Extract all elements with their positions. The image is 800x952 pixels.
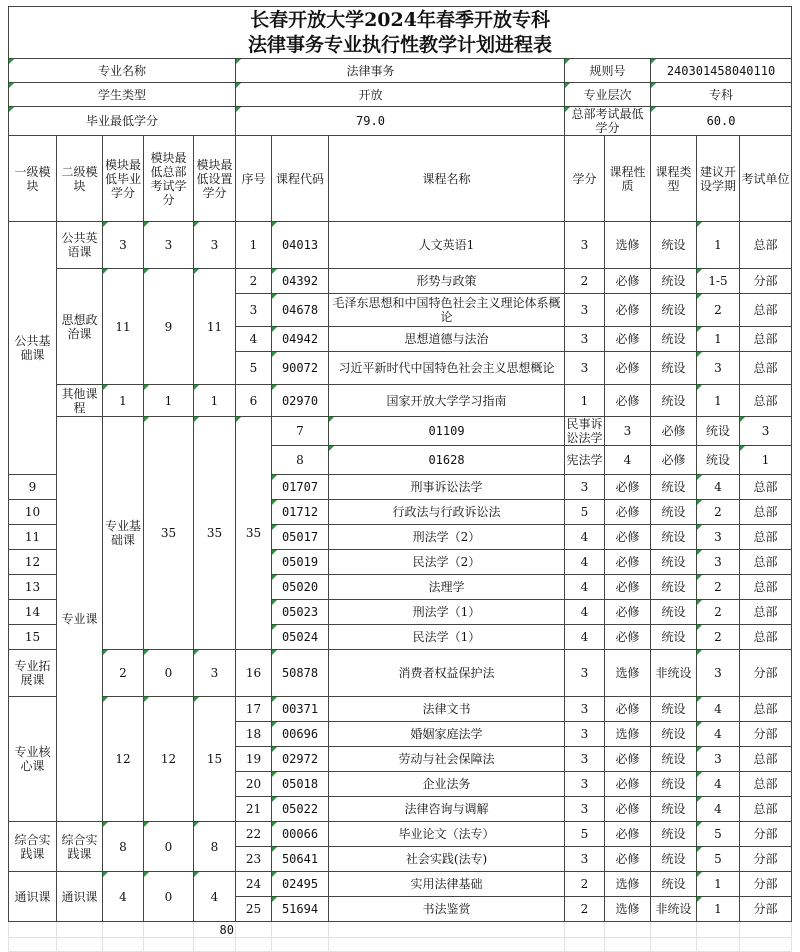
course-credit: 4 — [565, 575, 605, 600]
course-term: 3 — [697, 352, 740, 385]
title-line1: 长春开放大学2024年春季开放专科 — [9, 7, 792, 33]
course-unit: 分部 — [740, 722, 792, 747]
course-nature: 必修 — [605, 500, 651, 525]
course-term: 2 — [697, 600, 740, 625]
student-type-value: 开放 — [236, 83, 565, 107]
course-type: 统设 — [651, 772, 697, 797]
module-name: 通识课 — [57, 872, 103, 922]
course-credit: 3 — [565, 797, 605, 822]
course-term: 3 — [697, 550, 740, 575]
course-seq: 3 — [236, 294, 272, 327]
course-name: 法理学 — [329, 575, 565, 600]
course-name: 消费者权益保护法 — [329, 650, 565, 697]
course-term: 1 — [697, 222, 740, 269]
course-seq: 21 — [236, 797, 272, 822]
course-seq: 6 — [236, 385, 272, 417]
course-nature: 必修 — [605, 797, 651, 822]
course-name: 社会实践(法专) — [329, 847, 565, 872]
course-type: 统设 — [651, 625, 697, 650]
course-nature: 选修 — [605, 222, 651, 269]
header-seq: 序号 — [236, 136, 272, 222]
course-unit: 总部 — [740, 772, 792, 797]
course-name: 法律咨询与调解 — [329, 797, 565, 822]
course-code: 01712 — [272, 500, 329, 525]
module-grad: 1 — [103, 385, 144, 417]
header-code: 课程代码 — [272, 136, 329, 222]
module-set: 8 — [194, 822, 236, 872]
course-nature: 必修 — [605, 525, 651, 550]
module-name: 专业核心课 — [9, 697, 57, 822]
course-seq: 18 — [236, 722, 272, 747]
course-term: 3 — [697, 525, 740, 550]
course-term: 4 — [697, 722, 740, 747]
course-seq: 24 — [236, 872, 272, 897]
module-grad: 8 — [103, 822, 144, 872]
course-name: 形势与政策 — [329, 269, 565, 294]
course-name: 刑事诉讼法学 — [329, 475, 565, 500]
course-name: 刑法学（2） — [329, 525, 565, 550]
course-term: 1 — [697, 897, 740, 922]
course-nature: 选修 — [605, 872, 651, 897]
module-hq: 1 — [144, 385, 194, 417]
course-unit: 总部 — [740, 352, 792, 385]
course-unit: 分部 — [740, 872, 792, 897]
course-unit: 总部 — [740, 525, 792, 550]
course-seq: 4 — [236, 327, 272, 352]
header-level2: 二级模块 — [57, 136, 103, 222]
course-nature: 必修 — [605, 550, 651, 575]
teaching-plan-sheet — [8, 6, 791, 952]
module-hq: 0 — [144, 650, 194, 697]
table-row — [9, 385, 792, 417]
course-nature: 必修 — [605, 327, 651, 352]
module-hq: 3 — [144, 222, 194, 269]
table-row — [9, 417, 792, 446]
module-set: 35 — [236, 417, 272, 650]
course-code: 04678 — [272, 294, 329, 327]
level1-practice: 综合实践课 — [9, 822, 57, 872]
rule-value: 240301458040110 — [651, 59, 792, 83]
course-seq: 14 — [9, 600, 57, 625]
header-min-grad: 模块最低毕业学分 — [103, 136, 144, 222]
hq-exam-value: 60.0 — [651, 107, 792, 136]
course-name: 习近平新时代中国特色社会主义思想概论 — [329, 352, 565, 385]
course-seq: 16 — [236, 650, 272, 697]
course-seq: 25 — [236, 897, 272, 922]
course-name: 刑法学（1） — [329, 600, 565, 625]
course-unit: 总部 — [740, 294, 792, 327]
student-type-label: 学生类型 — [9, 83, 236, 107]
module-name: 公共英语课 — [57, 222, 103, 269]
module-name: 专业基础课 — [103, 417, 144, 650]
course-seq: 15 — [9, 625, 57, 650]
course-term: 4 — [697, 772, 740, 797]
course-type: 统设 — [651, 269, 697, 294]
header-min-hq: 模块最低总部考试学分 — [144, 136, 194, 222]
course-seq: 2 — [236, 269, 272, 294]
course-name: 宪法学 — [565, 446, 605, 475]
course-unit: 总部 — [740, 697, 792, 722]
course-credit: 3 — [565, 222, 605, 269]
course-type: 统设 — [651, 600, 697, 625]
hq-exam-label: 总部考试最低学分 — [565, 107, 651, 136]
module-name: 思想政治课 — [57, 269, 103, 385]
course-term: 1-5 — [697, 269, 740, 294]
course-code: 01707 — [272, 475, 329, 500]
module-hq: 35 — [194, 417, 236, 650]
course-name: 行政法与行政诉讼法 — [329, 500, 565, 525]
course-name: 劳动与社会保障法 — [329, 747, 565, 772]
module-set: 4 — [194, 872, 236, 922]
course-name: 思想道德与法治 — [329, 327, 565, 352]
course-code: 50641 — [272, 847, 329, 872]
course-nature: 必修 — [605, 697, 651, 722]
course-name: 书法鉴赏 — [329, 897, 565, 922]
course-nature: 必修 — [605, 352, 651, 385]
course-term: 3 — [740, 417, 792, 446]
course-credit: 3 — [565, 697, 605, 722]
course-code: 04392 — [272, 269, 329, 294]
course-unit: 总部 — [740, 327, 792, 352]
course-seq: 9 — [9, 475, 57, 500]
course-seq: 22 — [236, 822, 272, 847]
course-code: 02970 — [272, 385, 329, 417]
course-unit: 总部 — [740, 500, 792, 525]
plan-table — [8, 6, 792, 952]
course-nature: 必修 — [605, 475, 651, 500]
course-unit: 总部 — [740, 797, 792, 822]
course-term: 2 — [697, 500, 740, 525]
course-unit: 分部 — [740, 897, 792, 922]
course-name: 毕业论文（法专） — [329, 822, 565, 847]
course-type: 统设 — [651, 747, 697, 772]
header-level1: 一级模块 — [9, 136, 57, 222]
total-set-credits: 80 — [194, 922, 236, 938]
course-name: 国家开放大学学习指南 — [329, 385, 565, 417]
course-term: 1 — [740, 446, 792, 475]
course-nature: 必修 — [605, 625, 651, 650]
module-set: 11 — [194, 269, 236, 385]
course-credit: 2 — [565, 897, 605, 922]
major-label: 专业名称 — [9, 59, 236, 83]
course-credit: 2 — [565, 872, 605, 897]
course-name: 民事诉讼法学 — [566, 417, 603, 445]
module-hq: 9 — [144, 269, 194, 385]
course-credit: 3 — [565, 352, 605, 385]
module-hq: 12 — [144, 697, 194, 822]
course-credit: 4 — [605, 446, 651, 475]
table-row — [9, 222, 792, 269]
course-term: 2 — [697, 294, 740, 327]
header-type: 课程类型 — [651, 136, 697, 222]
course-code: 05018 — [272, 772, 329, 797]
header-term: 建议开设学期 — [697, 136, 740, 222]
course-seq: 17 — [236, 697, 272, 722]
level-label: 专业层次 — [565, 83, 651, 107]
module-set: 1 — [194, 385, 236, 417]
course-term: 4 — [697, 697, 740, 722]
course-credit: 1 — [565, 385, 605, 417]
course-nature: 必修 — [605, 385, 651, 417]
course-unit: 总部 — [740, 550, 792, 575]
course-unit: 分部 — [740, 269, 792, 294]
course-type: 非统设 — [651, 897, 697, 922]
course-seq: 8 — [272, 446, 329, 475]
course-type: 统设 — [651, 294, 697, 327]
course-code: 00696 — [272, 722, 329, 747]
course-code: 90072 — [272, 352, 329, 385]
module-set: 3 — [194, 222, 236, 269]
level-value: 专科 — [651, 83, 792, 107]
level1-major: 专业课 — [57, 417, 103, 822]
module-name: 专业拓展课 — [9, 650, 57, 697]
course-code: 05020 — [272, 575, 329, 600]
course-unit: 总部 — [740, 385, 792, 417]
course-unit: 分部 — [740, 822, 792, 847]
course-nature: 必修 — [605, 294, 651, 327]
header-credit: 学分 — [565, 136, 605, 222]
course-type: 统设 — [651, 222, 697, 269]
course-name: 民法学（2） — [329, 550, 565, 575]
header-unit: 考试单位 — [740, 136, 792, 222]
title-line2: 法律事务专业执行性教学计划进程表 — [9, 33, 792, 59]
course-credit: 5 — [565, 500, 605, 525]
course-type: 统设 — [651, 500, 697, 525]
course-code: 05024 — [272, 625, 329, 650]
course-code: 01109 — [329, 417, 565, 446]
course-term: 3 — [697, 650, 740, 697]
course-seq: 19 — [236, 747, 272, 772]
course-code: 51694 — [272, 897, 329, 922]
header-min-set: 模块最低设置学分 — [194, 136, 236, 222]
module-hq: 0 — [144, 822, 194, 872]
course-type: 统设 — [697, 417, 740, 446]
module-grad: 3 — [103, 222, 144, 269]
course-type: 统设 — [651, 525, 697, 550]
module-set: 15 — [194, 697, 236, 822]
course-seq: 11 — [9, 525, 57, 550]
course-nature: 选修 — [605, 897, 651, 922]
course-nature: 必修 — [605, 575, 651, 600]
course-nature: 必修 — [605, 747, 651, 772]
course-type: 统设 — [651, 797, 697, 822]
min-credit-value: 79.0 — [236, 107, 565, 136]
course-seq: 7 — [272, 417, 329, 446]
course-term: 3 — [697, 747, 740, 772]
course-nature: 必修 — [651, 417, 697, 446]
course-name: 民法学（1） — [329, 625, 565, 650]
course-credit: 4 — [565, 525, 605, 550]
course-type: 统设 — [651, 550, 697, 575]
course-code: 02972 — [272, 747, 329, 772]
header-name: 课程名称 — [329, 136, 565, 222]
course-name: 人文英语1 — [329, 222, 565, 269]
major-value: 法律事务 — [236, 59, 565, 83]
course-seq: 1 — [236, 222, 272, 269]
course-credit: 3 — [565, 772, 605, 797]
module-name: 综合实践课 — [57, 822, 103, 872]
course-unit: 分部 — [740, 847, 792, 872]
course-credit: 3 — [565, 747, 605, 772]
course-type: 统设 — [651, 352, 697, 385]
course-credit: 2 — [565, 269, 605, 294]
course-code: 05019 — [272, 550, 329, 575]
course-type: 统设 — [651, 822, 697, 847]
course-credit: 4 — [565, 550, 605, 575]
header-nature: 课程性质 — [605, 136, 651, 222]
course-unit: 总部 — [740, 475, 792, 500]
table-row — [9, 822, 792, 847]
course-credit: 3 — [565, 722, 605, 747]
course-code: 01628 — [329, 446, 565, 475]
course-code: 50878 — [272, 650, 329, 697]
course-type: 非统设 — [651, 650, 697, 697]
course-type: 统设 — [651, 697, 697, 722]
module-grad: 4 — [103, 872, 144, 922]
course-code: 00066 — [272, 822, 329, 847]
course-type: 统设 — [651, 385, 697, 417]
course-unit: 总部 — [740, 747, 792, 772]
course-seq: 23 — [236, 847, 272, 872]
module-hq: 0 — [144, 872, 194, 922]
course-type: 统设 — [651, 847, 697, 872]
course-nature: 必修 — [651, 446, 697, 475]
course-code: 02495 — [272, 872, 329, 897]
course-type: 统设 — [651, 327, 697, 352]
course-nature: 必修 — [605, 822, 651, 847]
module-name: 其他课程 — [57, 385, 103, 417]
course-seq: 13 — [9, 575, 57, 600]
module-set: 3 — [194, 650, 236, 697]
course-term: 4 — [697, 475, 740, 500]
course-seq: 10 — [9, 500, 57, 525]
module-grad: 2 — [103, 650, 144, 697]
course-nature: 必修 — [605, 269, 651, 294]
course-term: 5 — [697, 847, 740, 872]
course-seq: 5 — [236, 352, 272, 385]
course-type: 统设 — [651, 722, 697, 747]
course-credit: 3 — [605, 417, 651, 446]
course-credit: 5 — [565, 822, 605, 847]
course-unit: 总部 — [740, 222, 792, 269]
course-code: 04013 — [272, 222, 329, 269]
course-type: 统设 — [651, 475, 697, 500]
course-name: 企业法务 — [329, 772, 565, 797]
course-unit: 总部 — [740, 625, 792, 650]
table-row — [9, 872, 792, 897]
course-unit: 总部 — [740, 600, 792, 625]
course-credit: 3 — [565, 475, 605, 500]
course-nature: 选修 — [605, 722, 651, 747]
course-code: 05017 — [272, 525, 329, 550]
course-credit: 4 — [565, 600, 605, 625]
course-nature: 必修 — [605, 772, 651, 797]
course-term: 2 — [697, 575, 740, 600]
course-term: 4 — [697, 797, 740, 822]
level1-general: 通识课 — [9, 872, 57, 922]
course-credit: 3 — [565, 650, 605, 697]
module-grad: 12 — [103, 697, 144, 822]
table-row — [9, 697, 792, 722]
course-credit: 3 — [565, 294, 605, 327]
course-term: 1 — [697, 385, 740, 417]
course-term: 5 — [697, 822, 740, 847]
course-credit: 3 — [565, 327, 605, 352]
table-row — [9, 650, 792, 697]
course-name: 法律文书 — [329, 697, 565, 722]
course-term: 2 — [697, 625, 740, 650]
course-seq: 20 — [236, 772, 272, 797]
course-term: 1 — [697, 327, 740, 352]
course-unit: 总部 — [740, 575, 792, 600]
course-unit: 分部 — [740, 650, 792, 697]
course-code: 05022 — [272, 797, 329, 822]
course-name: 实用法律基础 — [329, 872, 565, 897]
course-seq: 12 — [9, 550, 57, 575]
course-credit: 3 — [565, 847, 605, 872]
module-grad: 35 — [144, 417, 194, 650]
course-nature: 选修 — [605, 650, 651, 697]
course-term: 1 — [697, 872, 740, 897]
course-type: 统设 — [651, 872, 697, 897]
course-type: 统设 — [651, 575, 697, 600]
min-credit-label: 毕业最低学分 — [9, 107, 236, 136]
module-grad: 11 — [103, 269, 144, 385]
course-credit: 4 — [565, 625, 605, 650]
table-row — [9, 269, 792, 294]
level1-public: 公共基础课 — [9, 222, 57, 475]
course-code: 04942 — [272, 327, 329, 352]
course-code: 05023 — [272, 600, 329, 625]
course-nature: 必修 — [605, 600, 651, 625]
course-name: 婚姻家庭法学 — [329, 722, 565, 747]
course-nature: 必修 — [605, 847, 651, 872]
course-code: 00371 — [272, 697, 329, 722]
rule-label: 规则号 — [565, 59, 651, 83]
course-type: 统设 — [697, 446, 740, 475]
course-name: 毛泽东思想和中国特色社会主义理论体系概论 — [329, 294, 565, 327]
